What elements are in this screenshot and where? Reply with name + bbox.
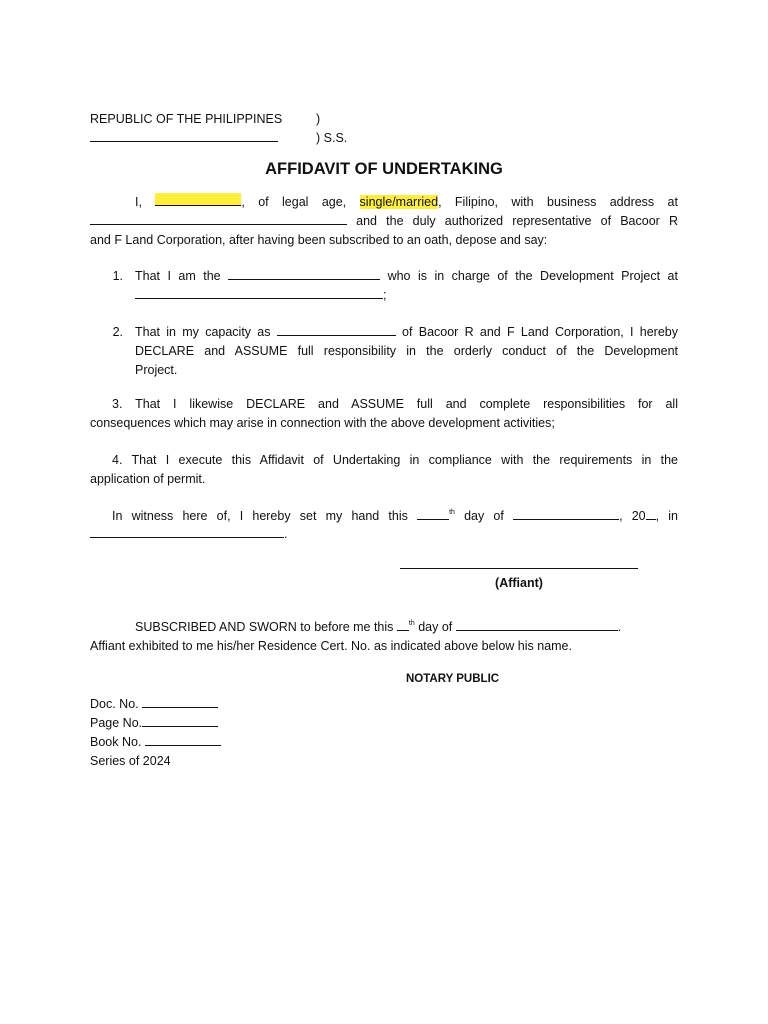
sworn-line-2: Affiant exhibited to me his/her Residence Cert. No. as indicated above below his name.	[90, 638, 572, 653]
item-3	[90, 395, 678, 433]
item-1-line-2	[90, 286, 678, 305]
item-2-line-3: Project.	[135, 362, 178, 377]
doc-no-line	[90, 695, 678, 714]
sworn-day-of: day of	[418, 620, 453, 635]
witness-year-prefix: , 20	[619, 508, 646, 523]
item-1-semicolon: ;	[383, 288, 387, 303]
series-line: Series of 2024	[90, 753, 171, 768]
witness-period: .	[284, 527, 288, 542]
item-3-line-2: consequences which may arise in connection with the above development activities;	[90, 416, 555, 431]
item-1-text-a: That I am the	[135, 269, 221, 284]
affiant-signature-line[interactable]	[400, 568, 638, 569]
book-no-blank[interactable]	[145, 733, 221, 746]
book-no-label: Book No.	[90, 734, 142, 749]
sworn-line-1	[90, 618, 678, 637]
item-2-line-1	[90, 323, 678, 342]
witness-text-a: In witness here of, I hereby set my hand this	[112, 508, 408, 523]
witness-month-blank[interactable]	[513, 507, 619, 520]
affiant-label: (Affiant)	[495, 576, 543, 591]
item-3-line-1: 3. That I likewise DECLARE and ASSUME full and complete responsibilities for all	[112, 397, 678, 412]
venue-blank[interactable]	[90, 129, 278, 142]
intro-line-1	[90, 193, 678, 212]
notary-public-label: NOTARY PUBLIC	[406, 672, 500, 685]
item-4	[90, 451, 678, 489]
witness-in: , in	[655, 508, 679, 523]
ss-label: ) S.S.	[316, 131, 348, 145]
document-title: AFFIDAVIT OF UNDERTAKING	[265, 160, 503, 178]
sworn-period: .	[617, 620, 622, 635]
item-1-line-1	[90, 267, 678, 286]
intro-representative: and the duly authorized representative of Bacoor R	[356, 213, 678, 228]
book-no-line	[90, 733, 678, 752]
item-1-number: 1.	[112, 269, 123, 284]
item-2-number: 2.	[112, 324, 123, 339]
project-location-blank[interactable]	[135, 286, 383, 299]
item-2-text-b: of Bacoor R and F Land Corporation, I hereby	[402, 324, 678, 339]
intro-paragraph	[90, 193, 678, 249]
doc-no-label: Doc. No.	[90, 696, 139, 711]
intro-filipino: , Filipino, with business address at	[438, 195, 678, 209]
witness-line-1	[90, 507, 678, 526]
intro-line-2	[90, 212, 678, 231]
page-no-label: Page No.	[90, 715, 143, 730]
intro-line-3: and F Land Corporation, after having been subscribed to an oath, depose and say:	[90, 232, 548, 247]
intro-legal-age: of legal age,	[258, 195, 347, 209]
witness-day-of: day of	[464, 508, 504, 523]
item-2-line-2: DECLARE and ASSUME full responsibility in the orderly conduct of the Development	[135, 343, 678, 358]
item-4-line-1: 4. That I execute this Affidavit of Undertaking in compliance with the requirements in the	[112, 452, 678, 467]
name-blank[interactable]	[155, 193, 241, 206]
notarial-records	[90, 695, 678, 771]
venue-line-1	[90, 110, 678, 129]
page-no-line	[90, 714, 678, 733]
intro-i: I,	[135, 195, 142, 209]
item-1	[90, 267, 678, 305]
sworn-paragraph	[90, 618, 678, 656]
affidavit-document	[90, 110, 678, 771]
page-no-blank[interactable]	[142, 714, 218, 727]
witness-year-blank[interactable]	[646, 507, 656, 520]
address-blank[interactable]	[90, 212, 347, 225]
republic-label: REPUBLIC OF THE PHILIPPINES	[90, 112, 283, 126]
position-blank[interactable]	[228, 267, 380, 280]
civil-status-highlight: single/married	[359, 195, 439, 209]
item-1-text-b: who is in charge of the Development Project at	[387, 269, 678, 284]
sworn-day-blank[interactable]	[397, 618, 409, 631]
capacity-blank[interactable]	[277, 323, 396, 336]
sworn-month-blank[interactable]	[456, 618, 618, 631]
item-2	[90, 323, 678, 379]
witness-day-blank[interactable]	[417, 507, 449, 520]
venue-line-2	[90, 129, 678, 148]
witness-place-blank[interactable]	[90, 525, 284, 538]
venue-paren: )	[316, 112, 321, 126]
witness-line-2	[90, 525, 678, 544]
doc-no-blank[interactable]	[142, 695, 218, 708]
sworn-th: th	[408, 620, 415, 628]
intro-comma: ,	[241, 195, 245, 209]
sworn-text-a: SUBSCRIBED AND SWORN to before me this	[135, 620, 394, 635]
item-2-text-a: That in my capacity as	[135, 324, 271, 339]
witness-paragraph	[90, 507, 678, 545]
affiant-signature-block	[90, 558, 678, 608]
item-4-line-2: application of permit.	[90, 471, 206, 486]
witness-th: th	[449, 508, 455, 516]
